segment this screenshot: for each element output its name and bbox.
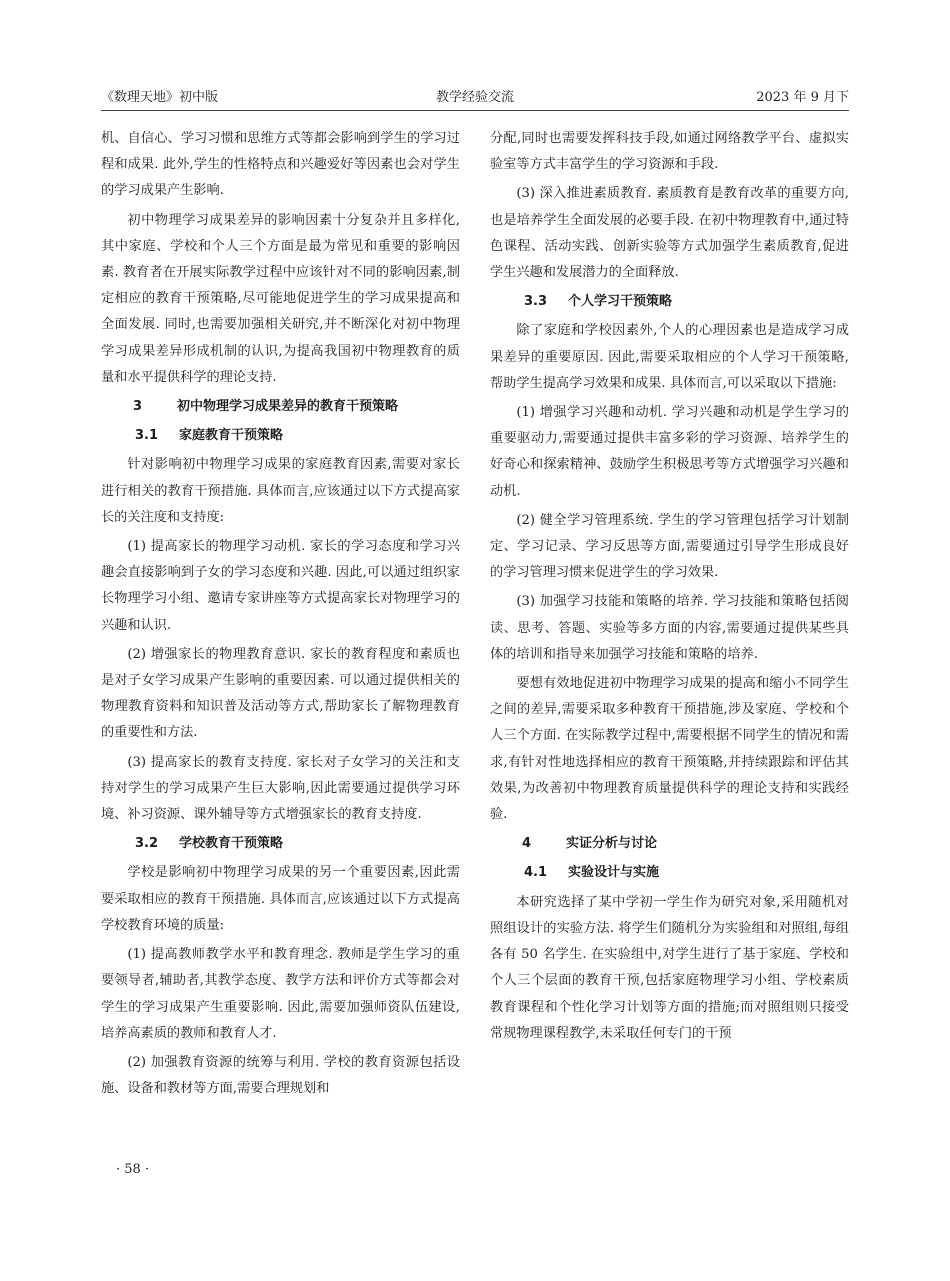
section-name: 教学经验交流 xyxy=(435,90,514,105)
paragraph: 针对影响初中物理学习成果的家庭教育因素,需要对家长进行相关的教育干预措施. 具体而言,应该通过以下方式提高家长的关注度和支持度: xyxy=(101,457,460,525)
section-title: 初中物理学习成果差异的教育干预策略 xyxy=(177,399,399,415)
paragraph: (2) 健全学习管理系统. 学生的学习管理包括学习计划制定、学习记录、学习反思等方面,需要通过引导学生形成良好的学习管理习惯来促进学生的学习效果. xyxy=(490,512,849,581)
left-column xyxy=(101,126,460,1105)
running-header xyxy=(101,88,849,111)
paragraph: (1) 增强学习兴趣和动机. 学习兴趣和动机是学生学习的重要驱动力,需要通过提供丰富多彩的学习资源、培养学生的好奇心和探索精神、鼓励学生积极思考等方式增强学习兴趣和动机. xyxy=(490,405,849,499)
section-heading-4 xyxy=(490,831,849,857)
paragraph: (1) 提高教师教学水平和教育理念. 教师是学生学习的重要领导者,辅助者,其教学态度、教学方法和评价方式等都会对学生的学习成果产生重要影响. 因此,需要加强师资队伍建设,培养高素质的教师和教育人才. xyxy=(101,947,460,1041)
section-number: 3.2 xyxy=(135,836,159,852)
paragraph: 初中物理学习成果差异的影响因素十分复杂并且多样化,其中家庭、学校和个人三个方面是最为常见和重要的影响因素. 教育者在开展实际教学过程中应该针对不同的影响因素,制定相应的教育干预策略,尽可能地促进学生的学习成果提高和全面发展. 同时,也需要加强相关研究,并不断深化对初中物理学习成果差异形成机制的认识,为提高我国初中物理教育的质量和水平提供科学的理论支持. xyxy=(101,212,460,385)
section-number: 3.3 xyxy=(524,294,548,310)
paragraph: 学校是影响初中物理学习成果的另一个重要因素,因此需要采取相应的教育干预措施. 具体而言,应该通过以下方式提高学校教育环境的质量: xyxy=(101,865,460,933)
journal-name: 《数理天地》初中版 xyxy=(101,90,219,105)
section-title: 学校教育干预策略 xyxy=(179,836,284,852)
paragraph: 除了家庭和学校因素外,个人的心理因素也是造成学习成果差异的重要原因. 因此,需要采取相应的个人学习干预策略,帮助学生提高学习效果和成果. 具体而言,可以采取以下措施: xyxy=(490,323,849,391)
section-title: 实证分析与讨论 xyxy=(566,836,658,852)
paragraph: (2) 增强家长的物理教育意识. 家长的教育程度和素质也是对子女学习成果产生影响的重要因素. 可以通过提供相关的物理教育资料和知识普及活动等方式,帮助家长了解物理教育的重要性和方法. xyxy=(101,646,460,741)
subsection-heading-3-2 xyxy=(101,831,460,857)
subsection-heading-4-1 xyxy=(490,860,849,886)
section-number: 3.1 xyxy=(135,428,159,444)
paragraph: (3) 加强学习技能和策略的培养. 学习技能和策略包括阅读、思考、答题、实验等多方面的内容,需要通过提供某些具体的培训和指导来加强学习技能和策略的培养. xyxy=(490,594,849,662)
section-heading-3 xyxy=(101,394,460,420)
paragraph: 要想有效地促进初中物理学习成果的提高和缩小不同学生之间的差异,需要采取多种教育干预措施,涉及家庭、学校和个人三个方面. 在实际教学过程中,需要根据不同学生的情况和需求,有针对性地选择相应的教育干预策略,并持续跟踪和评估其效果,为改善初中物理教育质量提供科学的理论支持和实践经验. xyxy=(490,676,849,823)
section-title: 个人学习干预策略 xyxy=(568,294,673,310)
paragraph: (3) 深入推进素质教育. 素质教育是教育改革的重要方向,也是培养学生全面发展的必要手段. 在初中物理教育中,通过特色课程、活动实践、创新实验等方式加强学生素质教育,促进学生兴趣和发展潜力的全面释放. xyxy=(490,186,849,281)
section-title: 实验设计与实施 xyxy=(568,865,660,881)
paragraph: (1) 提高家长的物理学习动机. 家长的学习态度和学习兴趣会直接影响到子女的学习态度和兴趣. 因此,可以通过组织家长物理学习小组、邀请专家讲座等方式提高家长对物理学习的兴趣和认识. xyxy=(101,539,460,633)
paragraph: (3) 提高家长的教育支持度. 家长对子女学习的关注和支持对学生的学习成果产生巨大影响,因此需要通过提供学习环境、补习资源、课外辅导等方式增强家长的教育支持度. xyxy=(101,754,460,823)
section-number: 4.1 xyxy=(524,865,548,881)
paragraph: 分配,同时也需要发挥科技手段,如通过网络教学平台、虚拟实验室等方式丰富学生的学习资源和手段. xyxy=(490,131,849,173)
subsection-heading-3-1 xyxy=(101,423,460,449)
subsection-heading-3-3 xyxy=(490,289,849,315)
section-title: 家庭教育干预策略 xyxy=(179,428,284,444)
paragraph: 本研究选择了某中学初一学生作为研究对象,采用随机对照组设计的实验方法. 将学生们随机分为实验组和对照组,每组各有 50 名学生. 在实验组中,对学生进行了基于家庭、学校和个人三个层面的教育干预,包括家庭物理学习小组、学校素质教育课程和个性化学习计划等方面的措施;而对照组则只接受常规物理课程教学,未采取任何专门的干预 xyxy=(490,894,849,1041)
page-number: · 58 · xyxy=(116,1162,150,1177)
right-column xyxy=(490,126,849,1050)
paragraph: (2) 加强教育资源的统筹与利用. 学校的教育资源包括设施、设备和教材等方面,需要合理规划和 xyxy=(101,1054,460,1097)
section-number: 4 xyxy=(522,836,532,852)
paragraph: 机、自信心、学习习惯和思维方式等都会影响到学生的学习过程和成果. 此外,学生的性格特点和兴趣爱好等因素也会对学生的学习成果产生影响. xyxy=(101,131,460,199)
issue-date: 2023 年 9 月下 xyxy=(756,90,849,105)
section-number: 3 xyxy=(133,399,143,415)
